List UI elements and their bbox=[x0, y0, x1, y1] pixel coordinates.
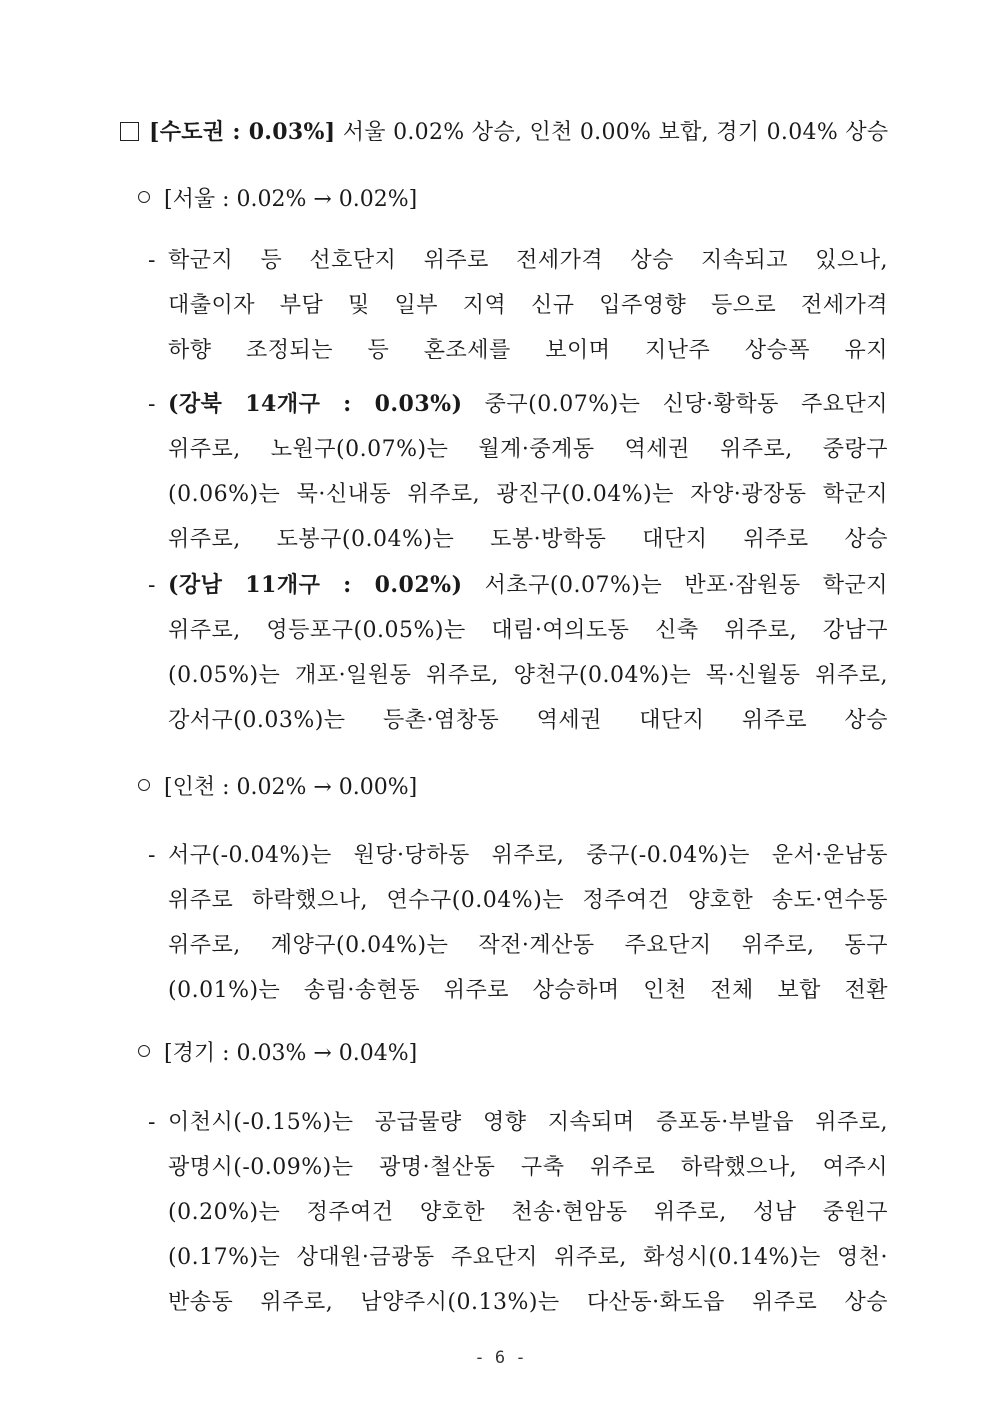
dash-icon: - bbox=[148, 248, 156, 273]
text-span: 중구(0.07%)는 신당·황학동 주요단지 bbox=[462, 392, 888, 417]
text-line: 서구(-0.04%)는 원당·당하동 위주로, 중구(-0.04%)는 운서·운남동 bbox=[168, 843, 888, 868]
text-line: 위주로 하락했으나, 연수구(0.04%)는 정주여건 양호한 송도·연수동 bbox=[168, 888, 888, 913]
text-line: 위주로, 영등포구(0.05%)는 대림·여의도동 신축 위주로, 강남구 bbox=[168, 618, 888, 643]
square-bullet-icon bbox=[120, 122, 139, 141]
dash-icon: - bbox=[148, 843, 156, 868]
text-line: 반송동 위주로, 남양주시(0.13%)는 다산동·화도읍 위주로 상승 bbox=[168, 1290, 888, 1315]
subheading-title: [서울 : 0.02% → 0.02%] bbox=[164, 187, 418, 212]
bullet-bold-label: (강북 14개구 : 0.03%) bbox=[168, 391, 463, 417]
circle-bullet-icon bbox=[138, 779, 150, 791]
text-line: (0.17%)는 상대원·금광동 주요단지 위주로, 화성시(0.14%)는 영천· bbox=[168, 1245, 888, 1270]
subheading-title: [경기 : 0.03% → 0.04%] bbox=[164, 1041, 418, 1066]
text-line bbox=[168, 382, 888, 427]
subheading-incheon bbox=[138, 770, 417, 806]
subheading-gyeonggi bbox=[138, 1036, 417, 1072]
section-heading bbox=[120, 114, 890, 151]
text-span: 서초구(0.07%)는 반포·잠원동 학군지 bbox=[462, 573, 888, 598]
bullet-seoul-1 bbox=[148, 238, 890, 373]
bullet-seoul-gangbuk bbox=[148, 382, 890, 562]
text-line: (0.20%)는 정주여건 양호한 천송·현암동 위주로, 성남 중원구 bbox=[168, 1200, 888, 1225]
dash-icon: - bbox=[148, 392, 156, 417]
text-line: (0.01%)는 송림·송현동 위주로 상승하며 인천 전체 보합 전환 bbox=[168, 978, 888, 1003]
bullet-gyeonggi-1 bbox=[148, 1100, 890, 1325]
circle-bullet-icon bbox=[138, 1045, 150, 1057]
subheading-seoul bbox=[138, 182, 417, 218]
circle-bullet-icon bbox=[138, 191, 150, 203]
bullet-bold-label: (강남 11개구 : 0.02%) bbox=[168, 572, 463, 598]
text-line: 위주로, 계양구(0.04%)는 작전·계산동 주요단지 위주로, 동구 bbox=[168, 933, 888, 958]
dash-icon: - bbox=[148, 573, 156, 598]
text-line: 이천시(-0.15%)는 공급물량 영향 지속되며 증포동·부발읍 위주로, bbox=[168, 1110, 888, 1135]
text-line: 대출이자 부담 및 일부 지역 신규 입주영향 등으로 전세가격 bbox=[168, 293, 888, 318]
text-line: 하향 조정되는 등 혼조세를 보이며 지난주 상승폭 유지 bbox=[168, 338, 888, 363]
text-line: 학군지 등 선호단지 위주로 전세가격 상승 지속되고 있으나, bbox=[168, 248, 888, 273]
bullet-incheon-1 bbox=[148, 833, 890, 1013]
text-line bbox=[168, 563, 888, 608]
text-line: 광명시(-0.09%)는 광명·철산동 구축 위주로 하락했으나, 여주시 bbox=[168, 1155, 888, 1180]
page-number: - 6 - bbox=[474, 1348, 526, 1368]
heading-bold: [수도권 : 0.03%] bbox=[149, 119, 336, 145]
text-line: 위주로, 도봉구(0.04%)는 도봉·방학동 대단지 위주로 상승 bbox=[168, 527, 888, 552]
bullet-seoul-gangnam bbox=[148, 563, 890, 743]
dash-icon: - bbox=[148, 1110, 156, 1135]
text-line: (0.06%)는 묵·신내동 위주로, 광진구(0.04%)는 자양·광장동 학군지 bbox=[168, 482, 888, 507]
text-line: (0.05%)는 개포·일원동 위주로, 양천구(0.04%)는 목·신월동 위주로, bbox=[168, 663, 888, 688]
text-line: 강서구(0.03%)는 등촌·염창동 역세권 대단지 위주로 상승 bbox=[168, 708, 888, 733]
text-line: 위주로, 노원구(0.07%)는 월계·중계동 역세권 위주로, 중랑구 bbox=[168, 437, 888, 462]
heading-text: 서울 0.02% 상승, 인천 0.00% 보합, 경기 0.04% 상승 bbox=[335, 120, 889, 145]
subheading-title: [인천 : 0.02% → 0.00%] bbox=[164, 775, 418, 800]
